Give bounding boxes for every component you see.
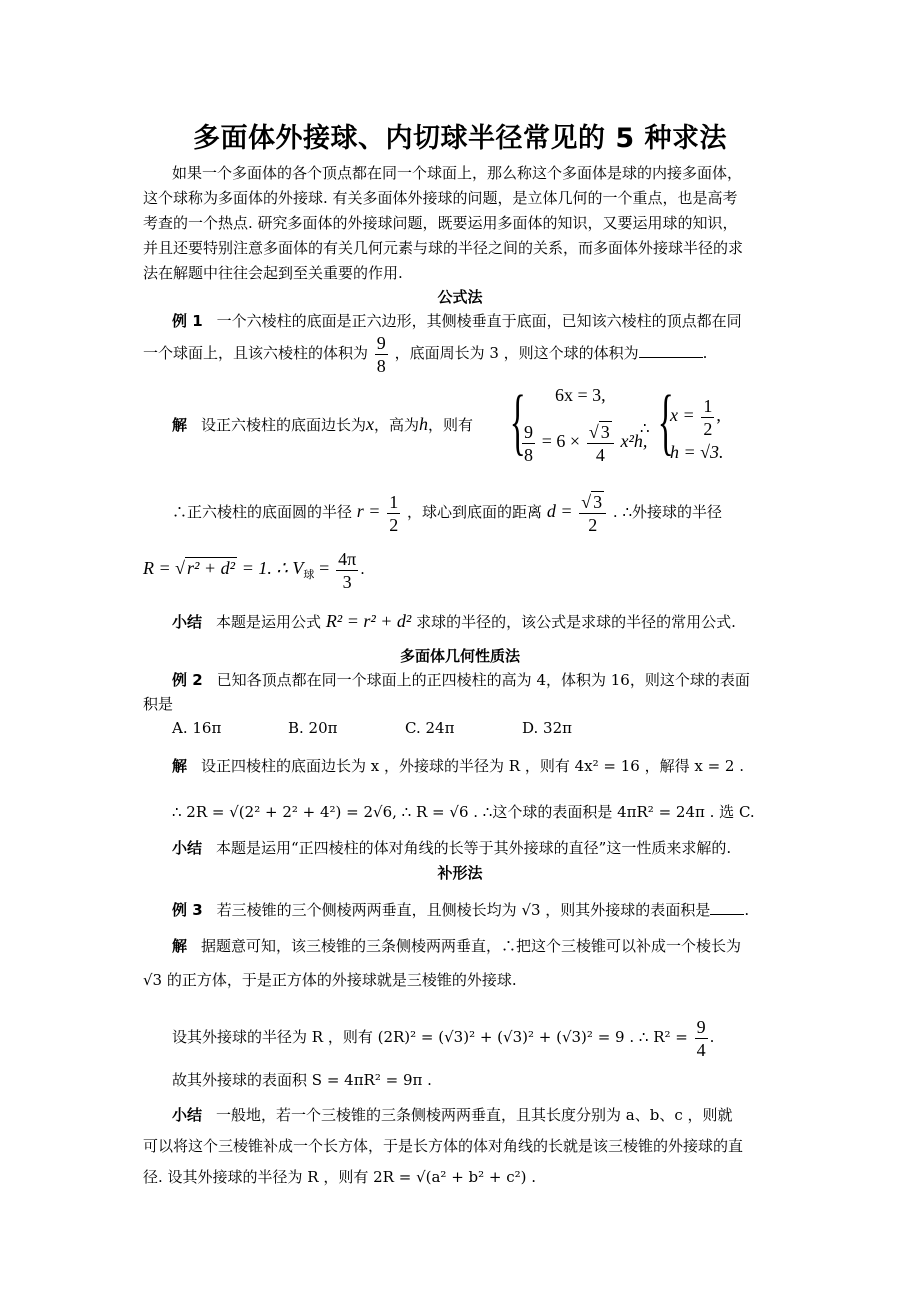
section-heading-geometry: 多面体几何性质法 <box>399 647 520 665</box>
solution-1-intro <box>172 414 473 435</box>
radius-text-c: . ∴外接球的半径 <box>612 503 723 521</box>
example-3-text: 若三棱锥的三个侧棱两两垂直，且侧棱长均为 √3 ，则其外接球的表面积是 <box>216 901 711 919</box>
intro-line-2: 这个球称为多面体的外接球. 有关多面体外接球的问题，是立体几何的一个重点，也是高考 <box>143 189 738 207</box>
summary-1: 小结 本题是运用公式 R² = r² + d² 求球的半径的，该公式是求球的半径的常用公式. <box>172 611 736 631</box>
system-1-row-1 <box>555 385 606 406</box>
example-1-text: 一个六棱柱的底面是正六边形，其侧棱垂直于底面，已知该六棱柱的顶点都在同 <box>216 312 742 330</box>
solution-3-label: 解 <box>172 937 188 955</box>
system-1-eq-2b: x²h, <box>620 431 648 451</box>
fraction-volume <box>375 332 388 377</box>
intro-line-1: 如果一个多面体的各个顶点都在同一个球面上，那么称这个多面体是球的内接多面体， <box>172 164 743 182</box>
solution-3-calc-text: 设其外接球的半径为 R ，则有 (2R)² = (√3)² + (√3)² + (√3)² = 9 . ∴ R² = <box>172 1028 688 1046</box>
example-3-line-1: 例 3 若三棱锥的三个侧棱两两垂直，且侧棱长均为 √3 ，则其外接球的表面积是 . <box>172 901 750 919</box>
fraction-d: $\frac{√ 3}{2}$ <box>579 491 606 536</box>
summary-1-text-a: 本题是运用公式 <box>216 613 322 631</box>
system-1-row-2 <box>520 418 647 466</box>
solution-3-area: 故其外接球的表面积 S = 4πR² = 9π . <box>172 1071 432 1089</box>
summary-3-text-1: 一般地，若一个三棱锥的三条侧棱两两垂直，且其长度分别为 a、b、c ，则就 <box>216 1106 733 1124</box>
solution-1-text: 设正六棱柱的底面边长为 <box>201 416 367 434</box>
volume-subscript: 球 <box>303 568 315 581</box>
solution-1-radius-line: ∴正六棱柱的底面圆的半径 r = $\frac{1}{2}$ ，球心到底面的距离 d = $\frac{√ 3}{2}$ . ∴外接球的半径 <box>172 491 723 535</box>
system-1-eq-1: 6x = 3, <box>555 385 606 405</box>
fraction-9-4: $\frac{9}{4}$ <box>696 1016 706 1060</box>
intro-line-4: 并且还要特别注意多面体的有关几何元素与球的半径之间的关系，而多面体外接球半径的求 <box>143 239 744 257</box>
option-c: C. 24π <box>405 719 455 737</box>
radius-text-a: ∴正六棱柱的底面圆的半径 <box>172 503 353 521</box>
therefore-symbol: ∴ <box>640 419 650 437</box>
summary-1-label: 小结 <box>172 613 203 631</box>
system-2-row-2 <box>670 442 724 463</box>
fraction-r: $\frac{1}{2}$ <box>389 491 399 535</box>
system-2-row-1: x = $\frac{1}{2}$ , <box>670 395 721 439</box>
brace-left-1: { <box>509 381 526 463</box>
example-1-line-2: 一个球面上，且该六棱柱的体积为 $\frac{9}{8}$ ，底面周长为 3 ，则这个球的体积为 . <box>143 332 708 376</box>
solution-3-text: 据题意可知，该三棱锥的三条侧棱两两垂直，∴把这个三棱锥可以补成一个棱长为 <box>201 937 742 955</box>
summary-2-text: 本题是运用“正四棱柱的体对角线的长等于其外接球的直径”这一性质来求解的. <box>216 839 732 857</box>
solution-2 <box>172 756 744 776</box>
fraction-num: 9 <box>376 332 386 353</box>
example-2-text: 已知各顶点都在同一个球面上的正四棱柱的高为 4，体积为 16，则这个球的表面 <box>216 671 750 689</box>
radius-text-b: ，球心到底面的距离 <box>407 503 543 521</box>
summary-3-line-3: 径. 设其外接球的半径为 R ，则有 2R = √(a² + b² + c²) . <box>143 1168 537 1186</box>
section-heading-formula: 公式法 <box>437 288 483 306</box>
summary-3-label: 小结 <box>172 1106 203 1124</box>
fraction-den: 8 <box>376 355 386 376</box>
option-d: D. 32π <box>522 719 572 737</box>
option-b: B. 20π <box>288 719 338 737</box>
solution-3-line-1 <box>172 936 741 956</box>
summary-3-line-2: 可以将这个三棱锥补成一个长方体，于是长方体的体对角线的长就是该三棱锥的外接球的直 <box>143 1137 744 1155</box>
fraction-9-8: $\frac{9}{8}$ <box>524 421 533 465</box>
example-1-line-1 <box>172 311 742 331</box>
system-1-eq-2a: = 6 × <box>541 431 581 451</box>
solution-2-label: 解 <box>172 757 188 775</box>
summary-3-line-1 <box>172 1105 733 1125</box>
system-2-eq-1: x = <box>670 405 695 425</box>
fraction-1-2: $\frac{1}{2}$ <box>703 395 713 439</box>
summary-2-label: 小结 <box>172 839 203 857</box>
example-1-text-a: 一个球面上，且该六棱柱的体积为 <box>143 344 369 362</box>
example-2-label: 例 2 <box>172 671 203 689</box>
system-2-eq-2: h = √3. <box>670 442 724 462</box>
page-title: 多面体外接球、内切球半径常见的 5 种求法 <box>192 123 728 154</box>
var-x: x <box>366 414 375 434</box>
intro-line-5: 法在解题中往往会起到至关重要的作用. <box>143 264 403 282</box>
solution-2-text: 设正四棱柱的底面边长为 x ，外接球的半径为 R ，则有 4x² = 16 ，解得 x = 2 . <box>201 757 744 775</box>
volume-text: = 1. ∴ V <box>241 558 304 578</box>
solution-3-calc: 设其外接球的半径为 R ，则有 (2R)² = (√3)² + (√3)² + (√3)² = 9 . ∴ R² = $\frac{9}{4}$ . <box>172 1016 715 1060</box>
example-1-text-b: ，底面周长为 3 ，则这个球的体积为 <box>394 344 639 362</box>
example-2-line-2: 积是 <box>143 695 174 713</box>
solution-1-volume-line: R = √ r² + d² = 1. ∴ $V_球$ = $\frac{4\pi}{3}$ . <box>143 548 365 592</box>
brace-left-2: { <box>657 381 674 463</box>
solution-3-line-2: √3 的正方体，于是正方体的外接球就是三棱锥的外接球. <box>143 971 517 989</box>
intro-line-3: 考查的一个热点. 研究多面体的外接球问题，既要运用多面体的知识，又要运用球的知识， <box>143 214 738 232</box>
solution-2-calc: ∴ 2R = √(2² + 2² + 4²) = 2√6, ∴ R = √6 . ∴这个球的表面积是 4πR² = 24π . 选 C. <box>172 803 755 821</box>
example-2-line-1 <box>172 670 750 690</box>
example-1-label: 例 1 <box>172 312 203 330</box>
solution-1-label: 解 <box>172 416 188 434</box>
option-a: A. 16π <box>172 719 222 737</box>
fraction-sqrt3-4: $\frac{√ 3}{4}$ <box>587 421 614 466</box>
example-3-label: 例 3 <box>172 901 203 919</box>
summary-1-text-b: 求球的半径的，该公式是求球的半径的常用公式. <box>416 613 736 631</box>
summary-2 <box>172 838 731 858</box>
fraction-volume-result: $\frac{4\pi}{3}$ <box>338 548 357 592</box>
solution-1-text2: ，高为 <box>374 416 420 434</box>
section-heading-complement: 补形法 <box>437 864 483 882</box>
var-h: h <box>419 414 429 434</box>
solution-1-text3: ，则有 <box>428 416 474 434</box>
